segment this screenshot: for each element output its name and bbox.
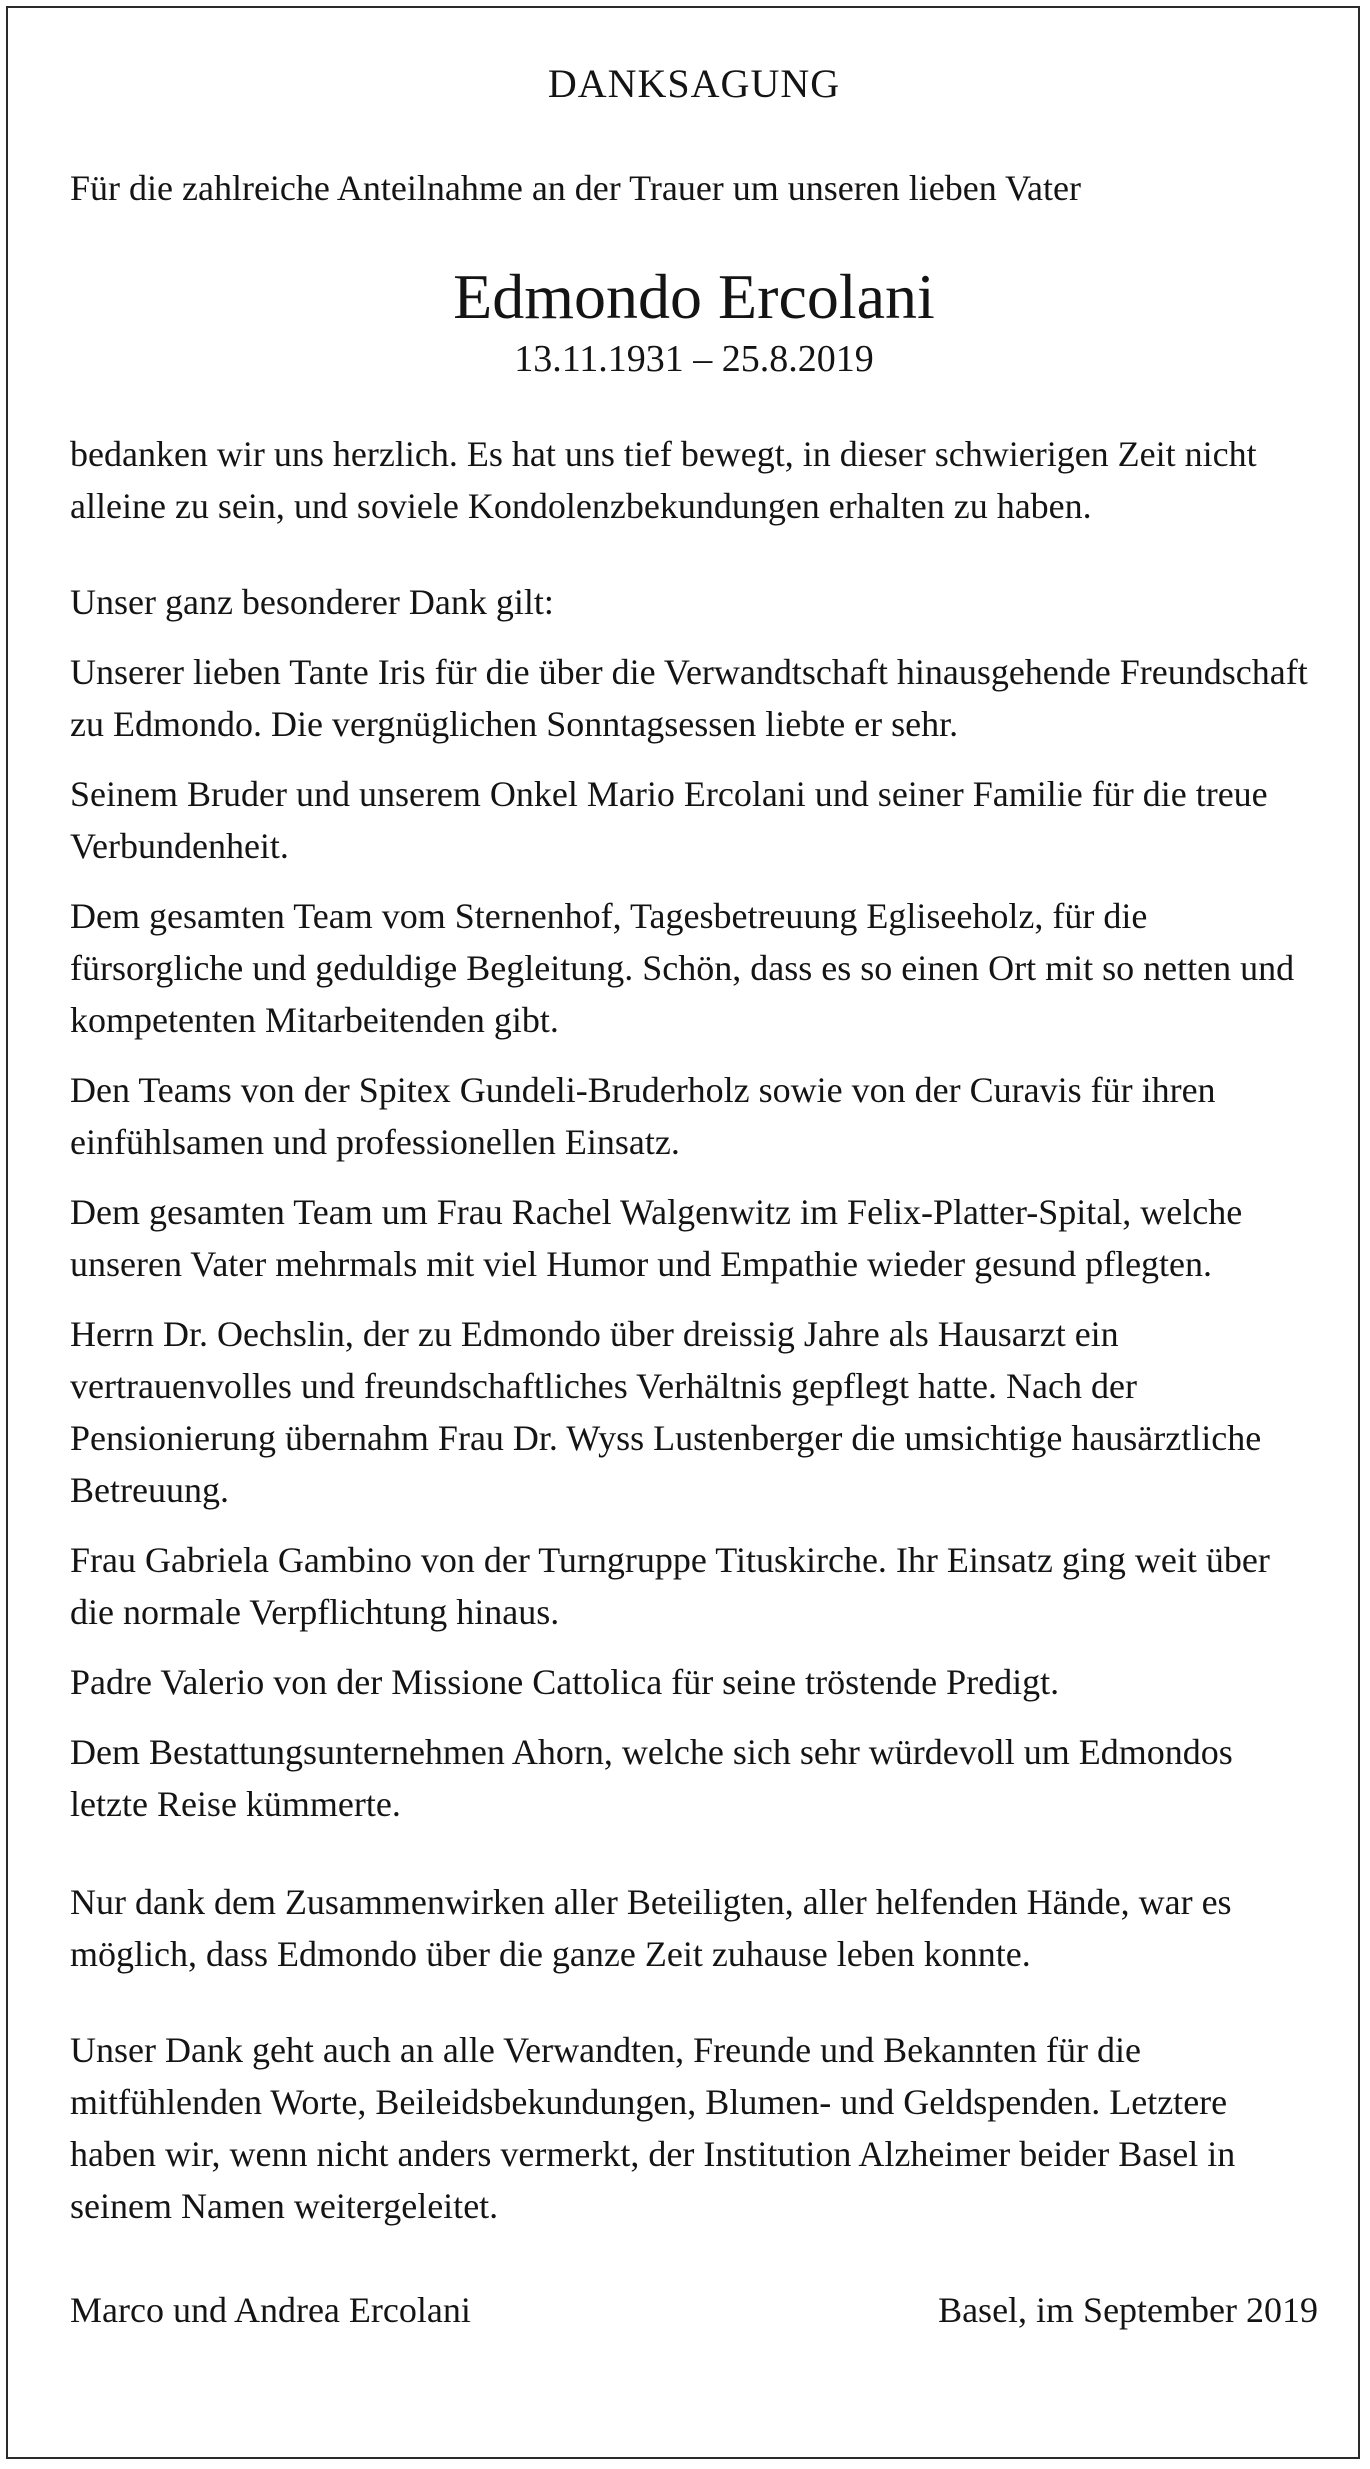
notice-content	[70, 48, 1318, 2336]
thanks-item: Dem gesamten Team um Frau Rachel Walgenwitz im Felix-Platter-Spital, welche unseren Vater mehrmals mit viel Humor und Empathie wieder gesund pflegten.	[70, 1192, 1243, 1284]
closing-paragraph-2: Unser Dank geht auch an alle Verwandten, Freunde und Bekannten für die mitfühlenden Worte, Beileidsbekundungen, Blumen- und Geldspenden. Letztere haben wir, wenn nicht anders vermerkt, der Institution Alzheimer beider Basel in seinem Namen weitergeleitet.	[70, 2030, 1236, 2226]
life-dates: 13.11.1931 – 25.8.2019	[514, 338, 874, 380]
special-thanks-heading: Unser ganz besonderer Dank gilt:	[70, 582, 554, 622]
thanks-paragraph: bedanken wir uns herzlich. Es hat uns tief bewegt, in dieser schwierigen Zeit nicht alleine zu sein, und soviele Kondolenzbekundungen erhalten zu haben.	[70, 434, 1257, 526]
deceased-name: Edmondo Ercolani	[453, 261, 935, 332]
thanks-item: Herrn Dr. Oechslin, der zu Edmondo über dreissig Jahre als Hausarzt ein vertrauenvolles und freundschaftliches Verhältnis gepflegt hatte. Nach der Pensionierung übernahm Frau Dr. Wyss Lustenberger die umsichtige hausärztliche Betreuung.	[70, 1314, 1262, 1510]
thanks-item: Seinem Bruder und unserem Onkel Mario Ercolani und seiner Familie für die treue Verbundenheit.	[70, 774, 1268, 866]
thanks-item: Padre Valerio von der Missione Cattolica für seine tröstende Predigt.	[70, 1662, 1060, 1702]
place-date: Basel, im September 2019	[938, 2290, 1318, 2330]
thanks-item: Dem gesamten Team vom Sternenhof, Tagesbetreuung Egliseeholz, für die fürsorgliche und geduldige Begleitung. Schön, dass es so einen Ort mit so netten und kompetenten Mitarbeitenden gibt.	[70, 896, 1295, 1040]
thanks-item: Dem Bestattungsunternehmen Ahorn, welche sich sehr würdevoll um Edmondos letzte Reise kümmerte.	[70, 1732, 1233, 1824]
notice-frame	[6, 6, 1360, 2459]
notice-title: DANKSAGUNG	[547, 61, 841, 106]
thanks-item: Unserer lieben Tante Iris für die über die Verwandtschaft hinausgehende Freundschaft zu Edmondo. Die vergnüglichen Sonntagsessen liebte er sehr.	[70, 652, 1308, 744]
signature: Marco und Andrea Ercolani	[70, 2290, 471, 2330]
notice-footer	[70, 2284, 1318, 2336]
thanks-item: Frau Gabriela Gambino von der Turngruppe Tituskirche. Ihr Einsatz ging weit über die normale Verpflichtung hinaus.	[70, 1540, 1270, 1632]
intro-text: Für die zahlreiche Anteilnahme an der Trauer um unseren lieben Vater	[70, 168, 1082, 208]
closing-paragraph-1: Nur dank dem Zusammenwirken aller Beteiligten, aller helfenden Hände, war es möglich, dass Edmondo über die ganze Zeit zuhause leben konnte.	[70, 1882, 1232, 1974]
thanks-item: Den Teams von der Spitex Gundeli-Bruderholz sowie von der Curavis für ihren einfühlsamen und professionellen Einsatz.	[70, 1070, 1216, 1162]
